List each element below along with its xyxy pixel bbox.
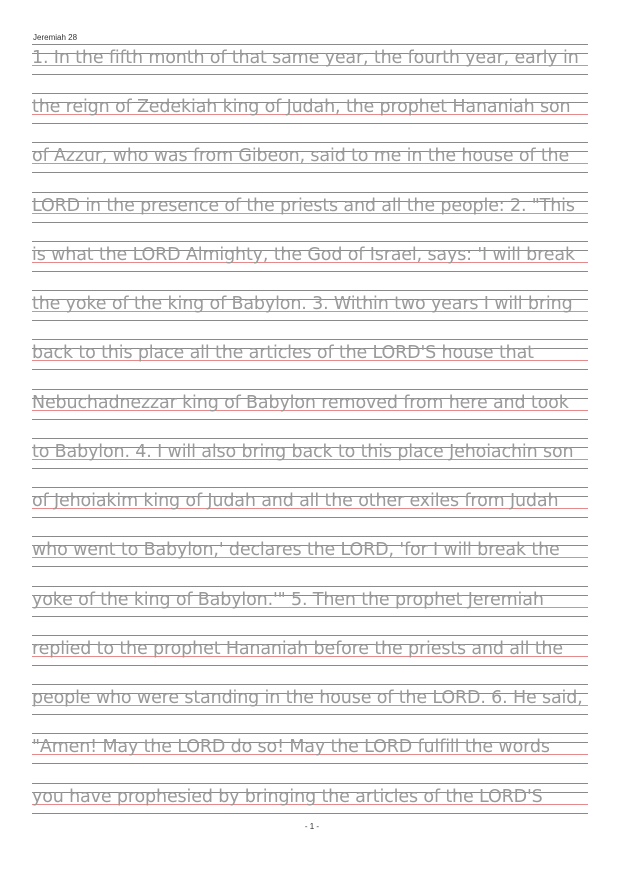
trace-text: 1. In the fifth month of that same year, the fourth year, early in [32,48,579,68]
top-rule [32,339,588,340]
baseline-rule [32,566,588,567]
trace-text: yoke of the king of Babylon.'" 5. Then the prophet Jeremiah [32,590,544,610]
practice-line [32,438,588,470]
practice-line [32,93,588,125]
top-rule [32,389,588,390]
baseline-rule [32,222,588,223]
top-rule [32,93,588,94]
top-rule [32,192,588,193]
baseline-rule [32,665,588,666]
practice-line [32,536,588,568]
practice-line [32,192,588,224]
trace-text: of Azzur, who was from Gibeon, said to me in the house of the [32,146,570,166]
top-rule [32,783,588,784]
practice-line [32,142,588,174]
trace-text: is what the LORD Almighty, the God of Israel, says: 'I will break [32,245,575,265]
trace-text: to Babylon. 4. I will also bring back to this place Jehoiachin son [32,442,574,462]
baseline-rule [32,468,588,469]
baseline-rule [32,123,588,124]
top-rule [32,684,588,685]
trace-text: "Amen! May the LORD do so! May the LORD fulfill the words [32,737,550,757]
practice-line [32,389,588,421]
trace-text: the reign of Zedekiah king of Judah, the prophet Hananiah son [32,97,571,117]
trace-text: who went to Babylon,' declares the LORD, 'for I will break the [32,540,560,560]
practice-line [32,635,588,667]
top-rule [32,44,588,45]
practice-line [32,241,588,273]
practice-line [32,339,588,371]
trace-text: back to this place all the articles of the LORD'S house that [32,343,534,363]
trace-text: Nebuchadnezzar king of Babylon removed from here and took [32,393,569,413]
top-rule [32,536,588,537]
baseline-rule [32,172,588,173]
top-rule [32,438,588,439]
trace-text: of Jehoiakim king of Judah and all the other exiles from Judah [32,491,559,511]
top-rule [32,487,588,488]
trace-text: you have prophesied by bringing the articles of the LORD'S [32,787,543,807]
baseline-rule [32,714,588,715]
baseline-rule [32,517,588,518]
practice-line [32,44,588,76]
page-header-title: Jeremiah 28 [33,33,78,42]
baseline-rule [32,369,588,370]
baseline-rule [32,763,588,764]
trace-text: LORD in the presence of the priests and all the people: 2. "This [32,196,575,216]
baseline-rule [32,74,588,75]
baseline-rule [32,271,588,272]
trace-text: the yoke of the king of Babylon. 3. Within two years I will bring [32,294,573,314]
practice-line [32,487,588,519]
top-rule [32,586,588,587]
page-number: - 1 - [304,822,320,831]
top-rule [32,241,588,242]
top-rule [32,142,588,143]
practice-line [32,684,588,716]
trace-text: people who were standing in the house of the LORD. 6. He said, [32,688,583,708]
practice-line [32,586,588,618]
trace-text: replied to the prophet Hananiah before the priests and all the [32,639,563,659]
practice-line [32,733,588,765]
top-rule [32,290,588,291]
baseline-rule [32,419,588,420]
baseline-rule [32,320,588,321]
practice-line [32,290,588,322]
top-rule [32,635,588,636]
baseline-rule [32,616,588,617]
practice-line [32,783,588,815]
baseline-rule [32,813,588,814]
top-rule [32,733,588,734]
